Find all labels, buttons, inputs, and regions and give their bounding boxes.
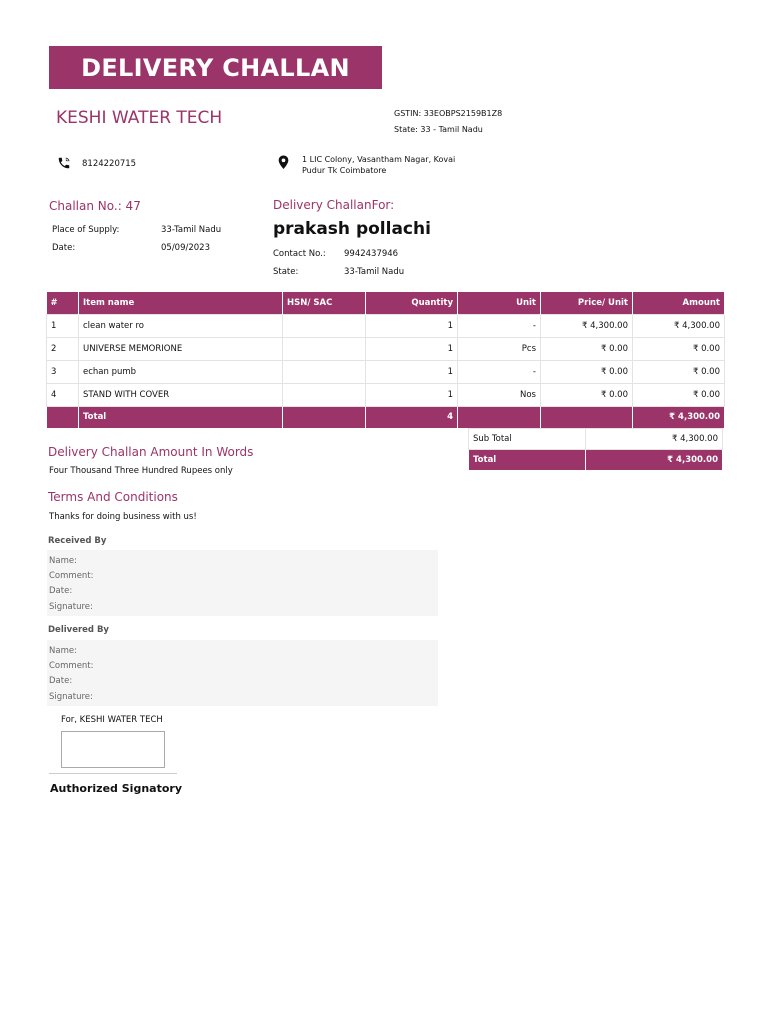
table-row: [47, 337, 725, 360]
delivered-by-heading: Delivered By: [48, 625, 109, 635]
company-address: [302, 154, 455, 176]
items-table: [46, 292, 725, 429]
table-row: [47, 383, 725, 406]
header-item-name: Item name: [79, 292, 283, 314]
phone-icon: [57, 156, 71, 170]
total-quantity: 4: [366, 406, 458, 428]
delivered-date-label: Date:: [49, 676, 73, 687]
header-hsn: HSN/ SAC: [283, 292, 366, 314]
cell-unit: Pcs: [458, 337, 541, 360]
total-spacer: [47, 406, 79, 428]
gstin: GSTIN: 33EOBPS2159B1Z8: [394, 109, 503, 118]
location-pin-icon: [277, 155, 290, 170]
subtotal-value: ₹ 4,300.00: [585, 429, 723, 450]
document-title: DELIVERY CHALLAN: [49, 46, 382, 89]
cell-item-name: echan pumb: [79, 360, 283, 383]
table-row: [47, 360, 725, 383]
terms-heading: Terms And Conditions: [48, 490, 178, 504]
delivered-by-box: [47, 640, 438, 706]
cell-amount: ₹ 4,300.00: [633, 314, 725, 337]
place-of-supply-value: 33-Tamil Nadu: [161, 225, 222, 235]
cell-hsn: [283, 383, 366, 406]
signature-line: [49, 773, 177, 774]
received-by-heading: Received By: [48, 536, 107, 546]
cell-hsn: [283, 360, 366, 383]
grand-total-value: ₹ 4,300.00: [585, 450, 723, 471]
total-spacer: [283, 406, 366, 428]
table-total-row: [47, 406, 725, 428]
customer-heading: Delivery ChallanFor:: [273, 198, 395, 212]
received-by-box: [47, 550, 438, 616]
received-date-label: Date:: [49, 586, 73, 597]
header-amount: Amount: [633, 292, 725, 314]
cell-price: ₹ 0.00: [541, 360, 633, 383]
company-name: KESHI WATER TECH: [56, 108, 223, 128]
received-name-label: Name:: [49, 556, 77, 566]
cell-price: ₹ 0.00: [541, 383, 633, 406]
for-company: For, KESHI WATER TECH: [61, 715, 163, 725]
cell-hsn: [283, 337, 366, 360]
subtotal-row: [469, 429, 723, 450]
total-amount: ₹ 4,300.00: [633, 406, 725, 428]
address-line-1: 1 LIC Colony, Vasantham Nagar, Kovai: [302, 155, 456, 164]
challan-number: Challan No.: 47: [49, 199, 141, 213]
cell-quantity: 1: [366, 314, 458, 337]
subtotal-label: Sub Total: [469, 429, 586, 450]
cell-index: 1: [47, 314, 79, 337]
terms-text: Thanks for doing business with us!: [49, 512, 197, 522]
header-quantity: Quantity: [366, 292, 458, 314]
header-unit: Unit: [458, 292, 541, 314]
date-value: 05/09/2023: [161, 243, 210, 253]
customer-name: prakash pollachi: [273, 219, 431, 239]
cell-index: 2: [47, 337, 79, 360]
total-spacer: [458, 406, 541, 428]
cell-item-name: clean water ro: [79, 314, 283, 337]
delivered-comment-label: Comment:: [49, 661, 94, 672]
cell-amount: ₹ 0.00: [633, 360, 725, 383]
table-header-row: [47, 292, 725, 314]
cell-item-name: STAND WITH COVER: [79, 383, 283, 406]
contact-label: Contact No.:: [273, 249, 326, 259]
cell-quantity: 1: [366, 360, 458, 383]
cell-amount: ₹ 0.00: [633, 383, 725, 406]
cell-amount: ₹ 0.00: [633, 337, 725, 360]
received-signature-label: Signature:: [49, 601, 93, 612]
total-label: Total: [79, 406, 283, 428]
amount-words-text: Four Thousand Three Hundred Rupees only: [49, 466, 233, 476]
cell-quantity: 1: [366, 337, 458, 360]
grand-total-row: [469, 450, 723, 471]
cell-unit: -: [458, 314, 541, 337]
table-row: [47, 314, 725, 337]
address-line-2: Pudur Tk Coimbatore: [302, 166, 387, 175]
summary-table: [468, 428, 723, 471]
customer-state-value: 33-Tamil Nadu: [344, 267, 405, 277]
cell-index: 4: [47, 383, 79, 406]
cell-price: ₹ 4,300.00: [541, 314, 633, 337]
customer-state-label: State:: [273, 267, 299, 277]
date-label: Date:: [52, 243, 76, 253]
cell-unit: -: [458, 360, 541, 383]
delivered-signature-label: Signature:: [49, 691, 93, 702]
company-state: State: 33 - Tamil Nadu: [394, 125, 483, 134]
signature-box: [61, 731, 165, 768]
total-spacer: [541, 406, 633, 428]
place-of-supply-label: Place of Supply:: [52, 225, 120, 235]
cell-item-name: UNIVERSE MEMORIONE: [79, 337, 283, 360]
company-phone: 8124220715: [82, 159, 137, 169]
cell-price: ₹ 0.00: [541, 337, 633, 360]
grand-total-label: Total: [469, 450, 586, 471]
authorized-signatory-label: Authorized Signatory: [50, 782, 182, 795]
header-index: #: [47, 292, 79, 314]
cell-index: 3: [47, 360, 79, 383]
amount-words-heading: Delivery Challan Amount In Words: [48, 445, 254, 459]
company-tax-info: [394, 106, 502, 138]
cell-hsn: [283, 314, 366, 337]
delivered-name-label: Name:: [49, 646, 77, 656]
cell-unit: Nos: [458, 383, 541, 406]
header-price: Price/ Unit: [541, 292, 633, 314]
cell-quantity: 1: [366, 383, 458, 406]
contact-value: 9942437946: [344, 249, 399, 259]
received-comment-label: Comment:: [49, 571, 94, 582]
